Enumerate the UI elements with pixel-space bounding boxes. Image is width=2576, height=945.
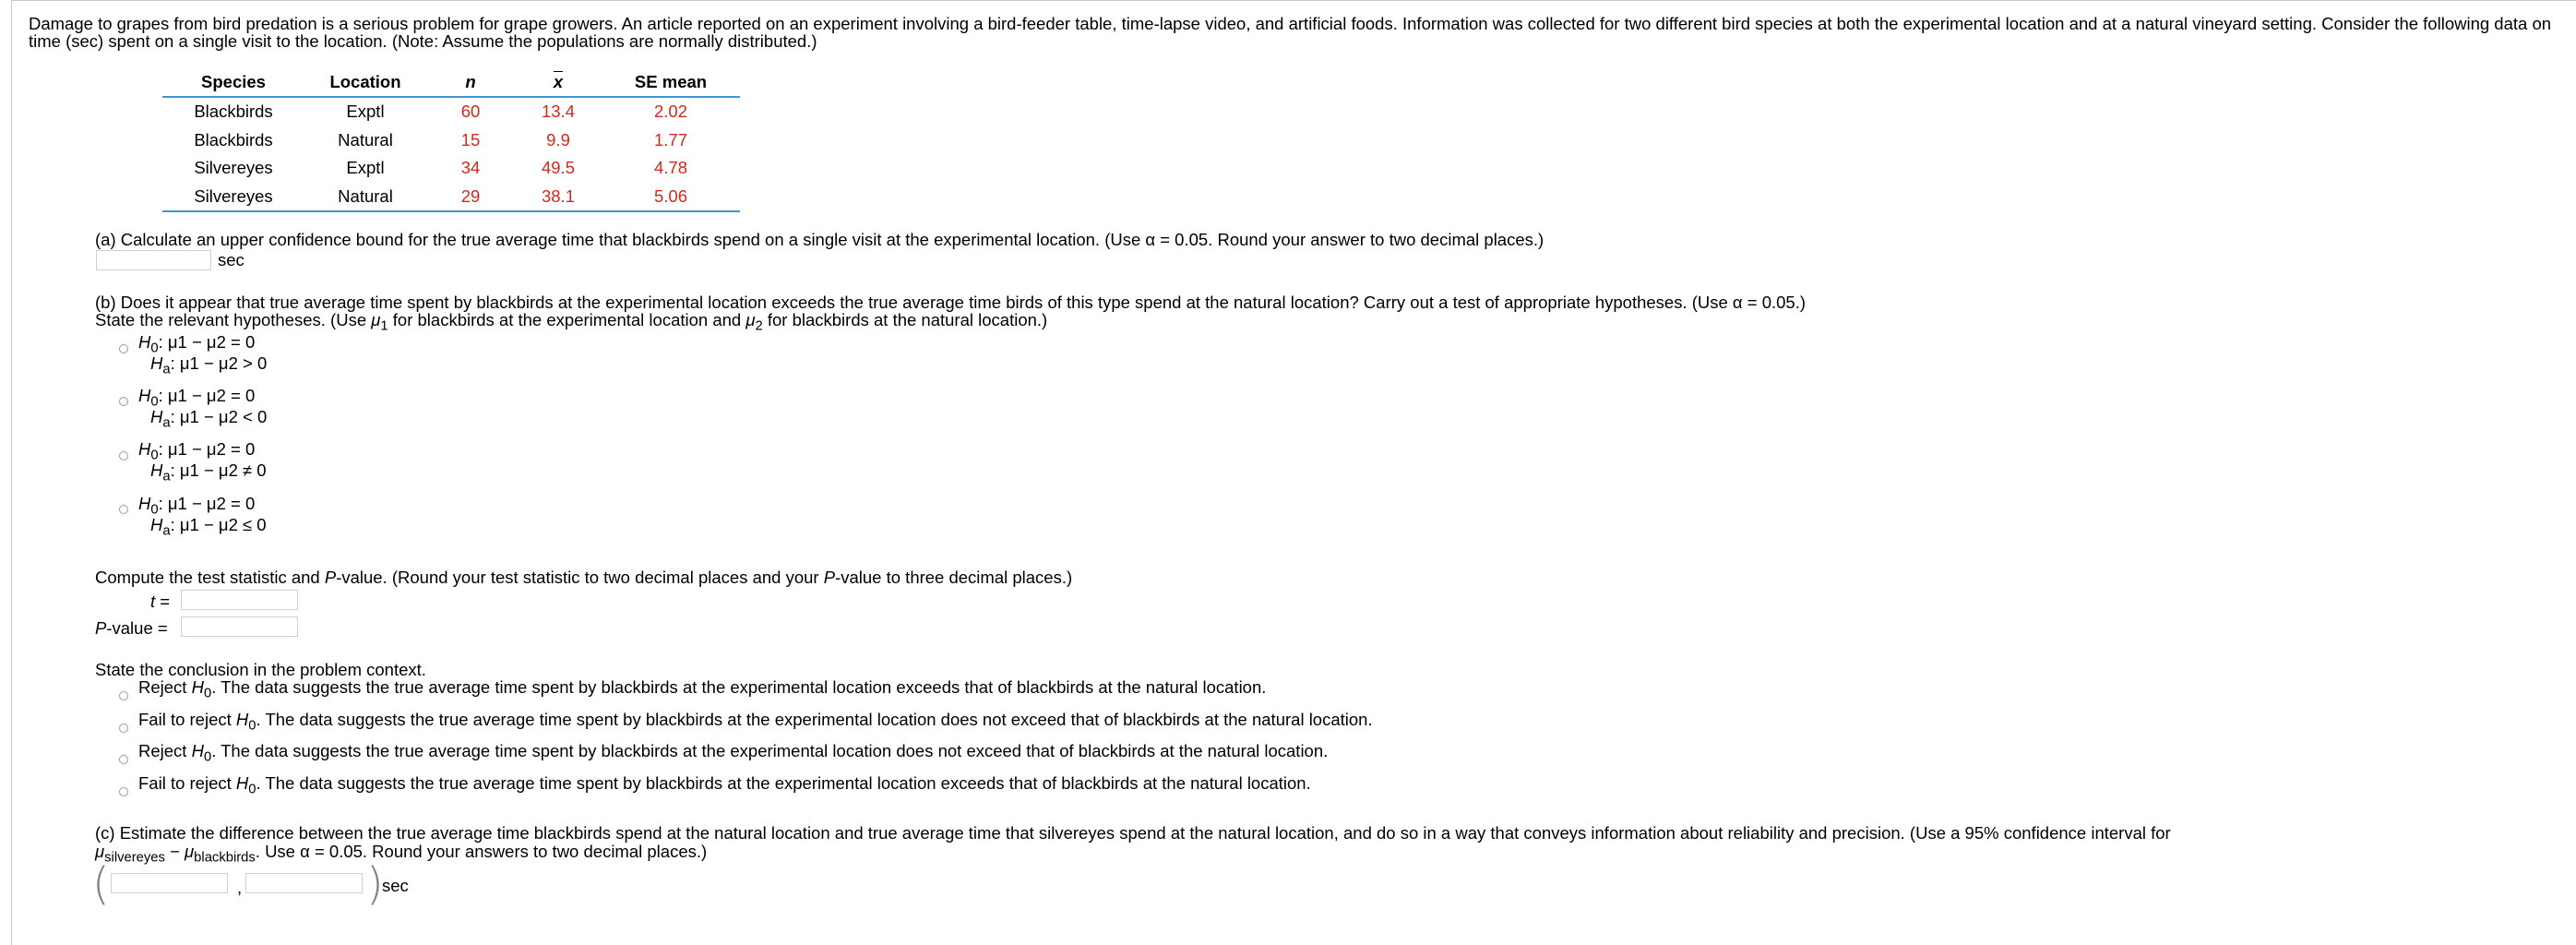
cell-location: Natural bbox=[338, 129, 393, 150]
hypothesis-ha-2: $H_a$: μ1 − μ2 < 0 bbox=[150, 407, 268, 431]
part-a-question: (a) Calculate an upper confidence bound for the true average time that blackbirds spend on a single visit at the experimental location. (Use α = 0.05. Round your answer to two decimal places.) bbox=[95, 230, 1544, 249]
hypothesis-ha-4: $H_a$: μ1 − μ2 ≤ 0 bbox=[150, 515, 267, 539]
hypothesis-ha-1: $H_a$: μ1 − μ2 > 0 bbox=[150, 353, 268, 377]
left-paren: ( bbox=[92, 858, 110, 910]
compute-instruction: Compute the test statistic and P-value. (Round your test statistic to two decimal places and your P-value to three decimal places.) bbox=[95, 568, 1073, 587]
hypothesis-h0-2: $H_0$: μ1 − μ2 = 0 bbox=[138, 386, 256, 410]
table-row bbox=[162, 126, 740, 155]
conclusion-option-2: Fail to reject $H_0$. The data suggests the true average time spent by blackbirds at the experimental location does not exceed that of blackbirds at the natural location. bbox=[138, 710, 1373, 734]
cell-location: Exptl bbox=[346, 102, 385, 122]
right-paren: ) bbox=[366, 858, 384, 910]
cell-species: Silvereyes bbox=[162, 183, 304, 212]
hypothesis-h0-3: $H_0$: μ1 − μ2 = 0 bbox=[138, 439, 256, 463]
cell-xbar: 13.4 bbox=[541, 102, 575, 122]
cell-xbar: 49.5 bbox=[541, 158, 575, 178]
part-a-unit: sec bbox=[218, 250, 244, 269]
p-value-input[interactable] bbox=[181, 616, 298, 637]
cell-xbar: 9.9 bbox=[546, 129, 570, 150]
table-row bbox=[162, 154, 740, 183]
table-row bbox=[162, 183, 740, 212]
hypothesis-radio-1[interactable] bbox=[119, 344, 128, 353]
cell-n: 29 bbox=[426, 183, 515, 212]
part-c-question: (c) Estimate the difference between the true average time blackbirds spend at the natural location and true average time that silvereyes spend at the natural location, and do so in a way that conveys information about reliability and precision. (Use a 95% confidence interval for bbox=[95, 823, 2171, 843]
hypothesis-radio-4[interactable] bbox=[119, 505, 128, 514]
header-location: Location bbox=[304, 68, 426, 97]
cell-location: Exptl bbox=[346, 158, 385, 178]
t-statistic-input[interactable] bbox=[181, 590, 298, 610]
cell-n: 34 bbox=[460, 158, 481, 178]
table-header-row bbox=[162, 68, 740, 97]
part-b-instruction: State the relevant hypotheses. (Use $\mu_1$ for blackbirds at the experimental location and $\mu_2$ for blackbirds at the natural location.) bbox=[95, 310, 1048, 334]
part-c-instruction: $\mu_{silvereyes} - \mu_{blackbirds}$. Use α = 0.05. Round your answers to two decimal places.) bbox=[95, 842, 708, 866]
cell-location: Natural bbox=[304, 183, 426, 212]
cell-species: Blackbirds bbox=[194, 129, 273, 150]
part-a-upper-bound-input[interactable] bbox=[96, 250, 211, 270]
t-label: t = bbox=[150, 592, 171, 611]
cell-species: Blackbirds bbox=[194, 102, 273, 122]
cell-se-mean: 1.77 bbox=[653, 129, 687, 150]
hypothesis-radio-3[interactable] bbox=[119, 451, 128, 461]
cell-se-mean: 5.06 bbox=[602, 183, 740, 212]
hypothesis-h0-4: $H_0$: μ1 − μ2 = 0 bbox=[138, 494, 256, 518]
conclusion-radio-4[interactable] bbox=[119, 787, 128, 796]
cell-species: Silvereyes bbox=[194, 158, 273, 178]
header-n: n bbox=[426, 68, 515, 97]
cell-se-mean: 4.78 bbox=[653, 158, 687, 178]
problem-intro: Damage to grapes from bird predation is a serious problem for grape growers. An article reported on an experiment involving a bird-feeder table, time-lapse video, and artificial foods. Information was collected for two different bird species at both the experimental location and at a natural vineyard setting. Consider the following data on time (sec) spent on a single visit to the location. (Note: Assume the populations are normally distributed.) bbox=[29, 14, 2552, 51]
cell-se-mean: 2.02 bbox=[653, 102, 687, 122]
data-table bbox=[162, 68, 740, 212]
cell-n: 15 bbox=[460, 129, 481, 150]
table-row bbox=[162, 97, 740, 126]
hypothesis-ha-3: $H_a$: μ1 − μ2 ≠ 0 bbox=[150, 461, 267, 484]
ci-upper-input[interactable] bbox=[245, 873, 363, 893]
part-b-question: (b) Does it appear that true average time spent by blackbirds at the experimental location exceeds the true average time birds of this type spend at the natural location? Carry out a test of appropriate hypotheses. (Use α = 0.05.) bbox=[95, 293, 1807, 312]
cell-n: 60 bbox=[460, 102, 481, 122]
conclusion-radio-2[interactable] bbox=[119, 724, 128, 733]
cell-xbar: 38.1 bbox=[515, 183, 602, 212]
conclusion-option-4: Fail to reject $H_0$. The data suggests the true average time spent by blackbirds at the experimental location exceeds that of blackbirds at the natural location. bbox=[138, 773, 1311, 797]
conclusion-label: State the conclusion in the problem context. bbox=[95, 660, 426, 679]
hypothesis-h0-1: $H_0$: μ1 − μ2 = 0 bbox=[138, 332, 256, 356]
part-c-unit: sec bbox=[382, 876, 409, 895]
header-se-mean: SE mean bbox=[602, 68, 740, 97]
hypothesis-radio-2[interactable] bbox=[119, 397, 128, 406]
ci-comma: , bbox=[237, 878, 243, 897]
conclusion-option-1: Reject $H_0$. The data suggests the true average time spent by blackbirds at the experimental location exceeds that of blackbirds at the natural location. bbox=[138, 677, 1267, 701]
header-species: Species bbox=[162, 68, 304, 97]
conclusion-option-3: Reject $H_0$. The data suggests the true average time spent by blackbirds at the experimental location does not exceed that of blackbirds at the natural location. bbox=[138, 741, 1329, 765]
p-value-label: P-value = bbox=[95, 618, 168, 638]
ci-lower-input[interactable] bbox=[111, 873, 228, 893]
conclusion-radio-3[interactable] bbox=[119, 755, 128, 764]
conclusion-radio-1[interactable] bbox=[119, 691, 128, 700]
header-xbar: $\overline{x}$ bbox=[515, 68, 602, 97]
